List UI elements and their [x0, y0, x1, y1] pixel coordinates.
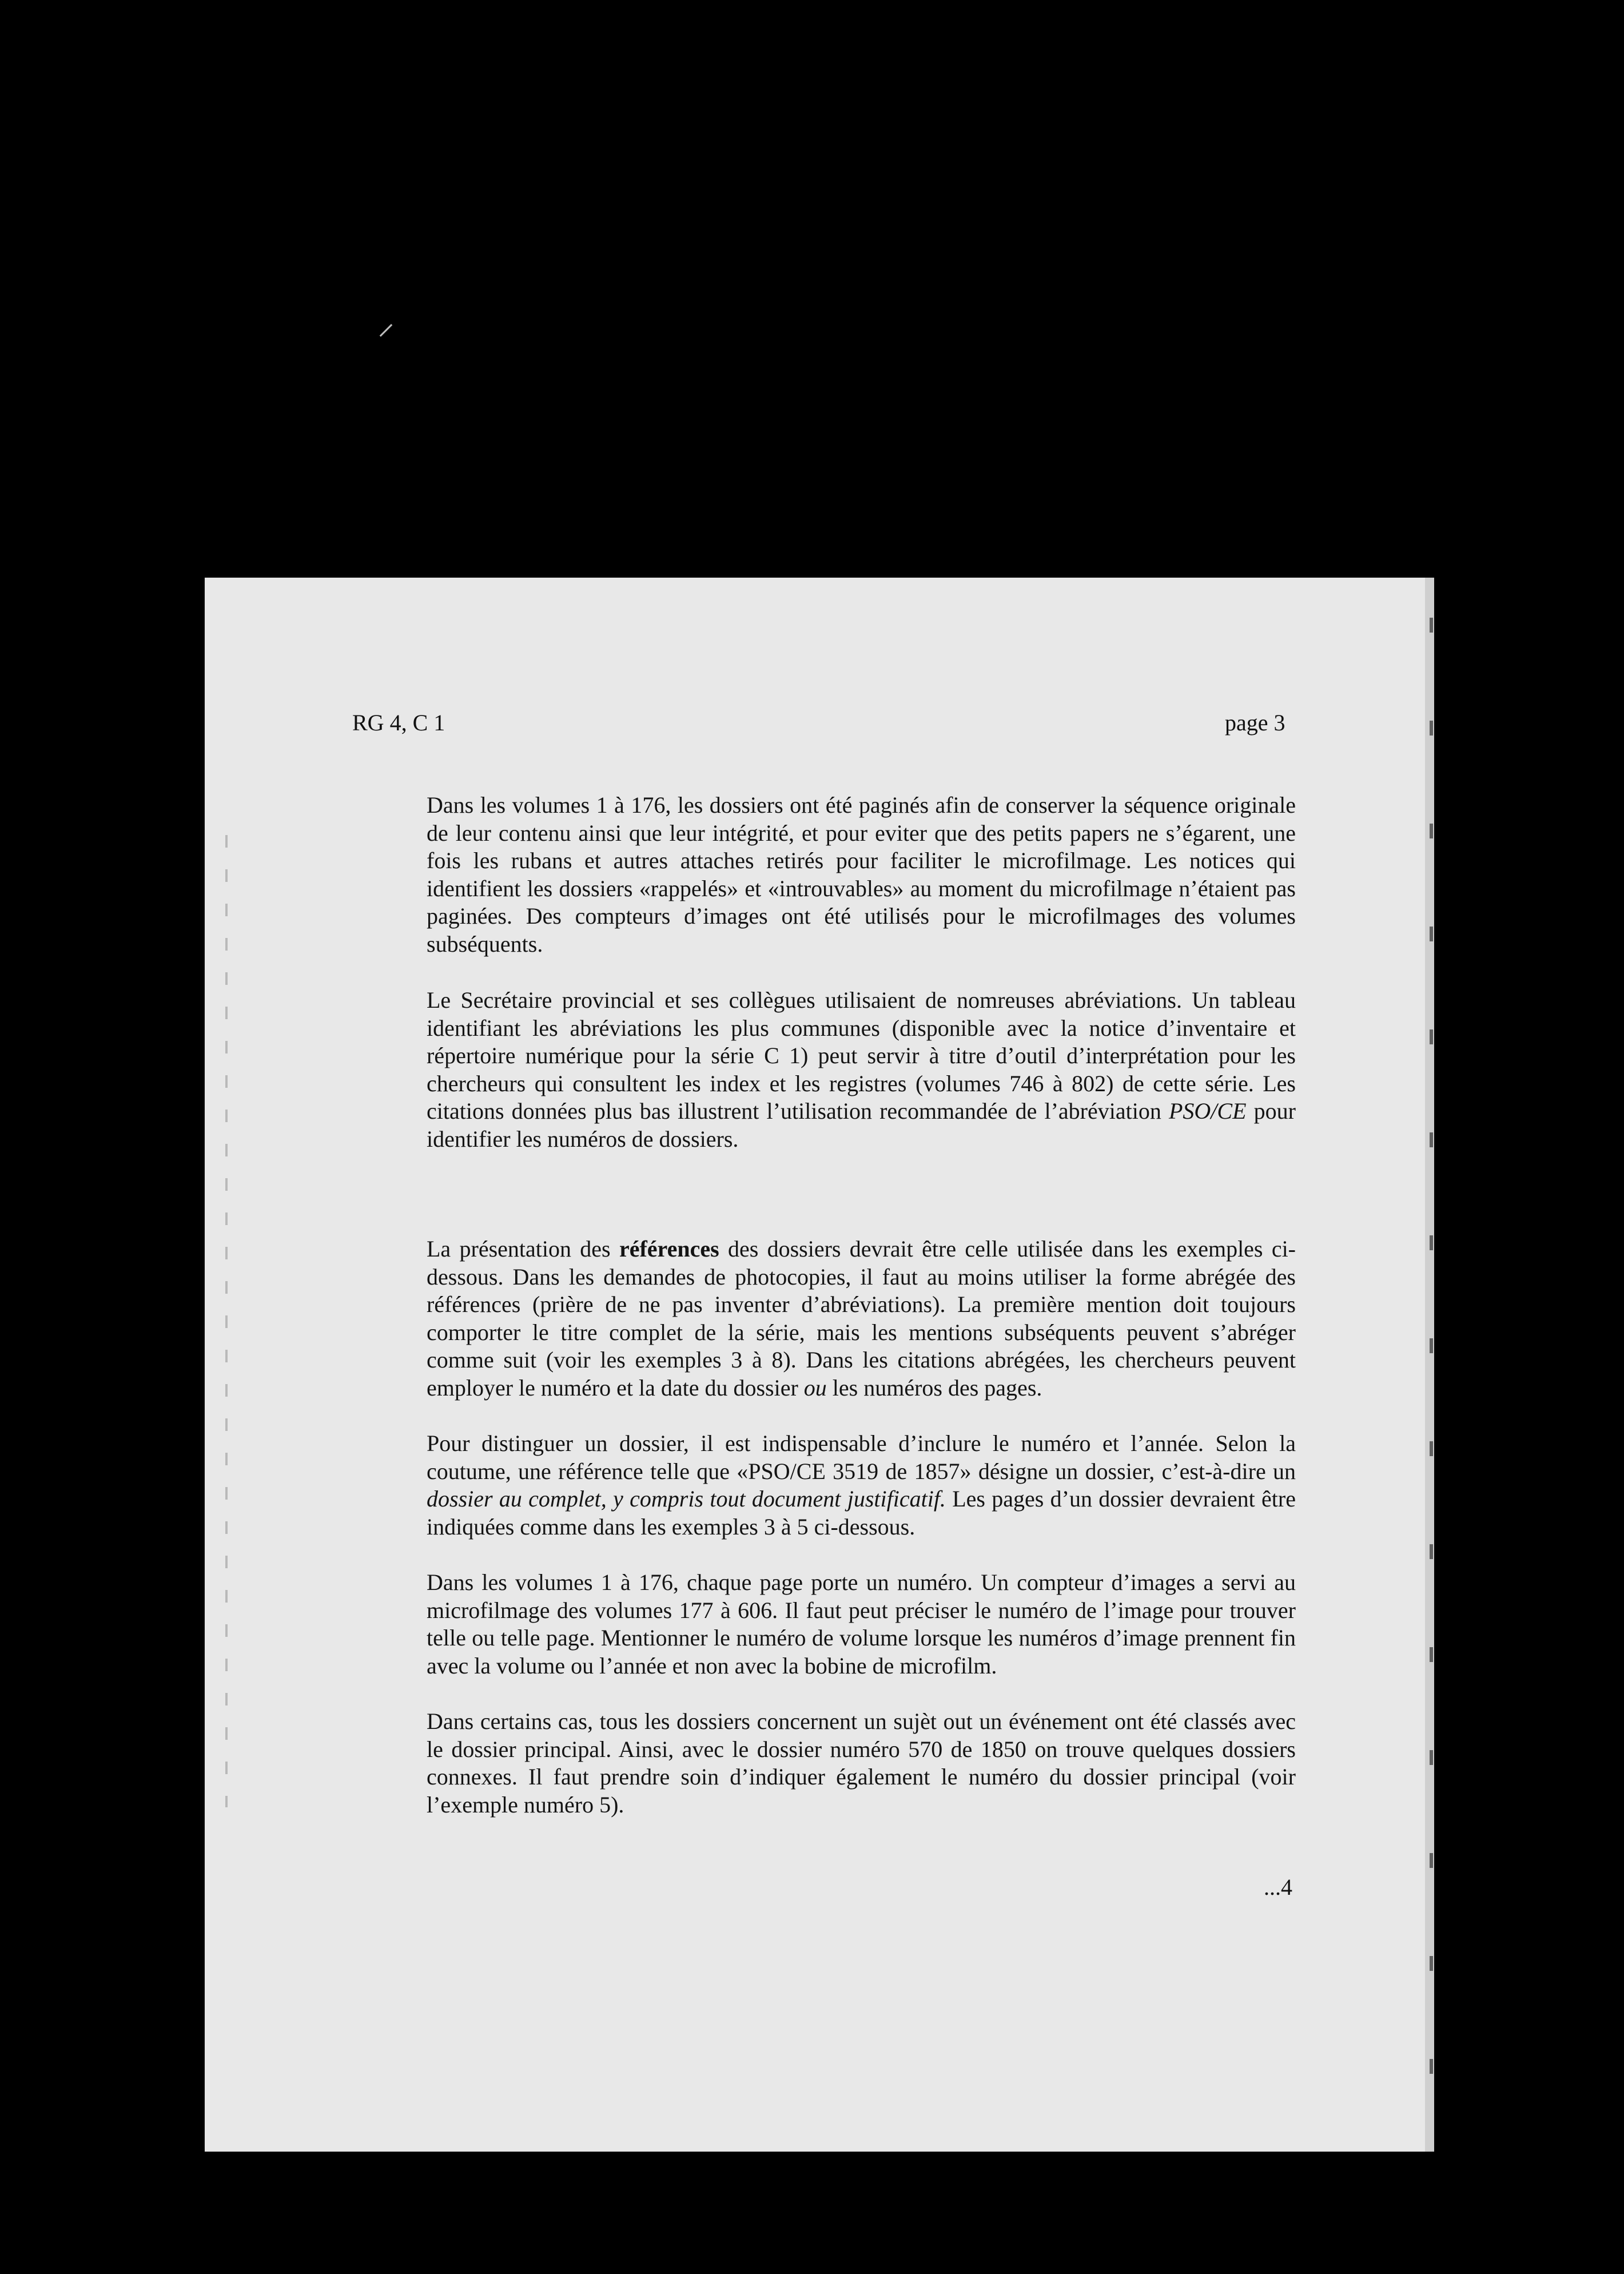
- italic-text: dossier au complet, y compris tout document justificatif.: [427, 1486, 946, 1512]
- paragraph-text: Les pages d’un dossier devraient être indiquées comme dans les exemples 3 à 5 ci-dessous.: [427, 1486, 1296, 1540]
- paragraph-text: pour identifier les numéros de dossiers.: [427, 1098, 1296, 1152]
- italic-text: PSO/CE: [1168, 1098, 1247, 1124]
- italic-text: ou: [803, 1374, 827, 1401]
- paragraph-text: les numéros des pages.: [826, 1374, 1042, 1401]
- scratch-mark: ⸝: [377, 303, 395, 343]
- paragraph-references: [427, 1235, 1296, 1402]
- bold-text: références: [619, 1236, 719, 1262]
- continuation-marker: ...4: [1264, 1874, 1292, 1900]
- page-number: page 3: [1225, 710, 1285, 736]
- paragraph-related-dossiers: Dans certains cas, tous les dossiers concernent un sujèt out un événement ont été classés avec le dossier principal. Ainsi, avec le dossier numéro 570 de 1850 on trouve quelques dossiers connexes. Il faut prendre soin d’indiquer également le numéro du dossier principal (voir l’exemple numéro 5).: [427, 1708, 1296, 1818]
- paragraph-pagination: Dans les volumes 1 à 176, les dossiers ont été paginés afin de conserver la séquence originale de leur contenu ainsi que leur intégrité, et pour eviter que des petits papers ne s’égarent, une fois les rubans et autres attaches retirés pour faciliter le microfilmage. Les notices qui identifient les dossiers «rappelés» et «introuvables» au moment du microfilmage n’étaient pas paginées. Des compteurs d’images ont été utilisés pour le microfilmages des volumes subséquents.: [427, 792, 1296, 957]
- paragraph-abbreviations: [427, 987, 1296, 1153]
- document-reference: RG 4, C 1: [352, 710, 445, 736]
- paragraph-distinguish-dossier: [427, 1430, 1296, 1541]
- paragraph-text: La présentation des: [427, 1236, 619, 1262]
- paragraph-text: des dossiers devrait être celle utilisée dans les exemples ci-dessous. Dans les demandes de photocopies, il faut au moins utiliser la forme abrégée des références (prière de ne pas inventer d’abréviations). La première mention doit toujours comporter le titre complet de la série, mais les mentions subséquents peuvent s’abréger comme suit (voir les exemples 3 à 8). Dans les citations abrégées, les chercheurs peuvent employer le numéro et la date du dossier: [427, 1236, 1296, 1401]
- paragraph-text: Le Secrétaire provincial et ses collègues utilisaient de nomreuses abréviations. Un tableau identifiant les abréviations les plus communes (disponible avec la notice d’inventaire et répertoire numérique pour la série C 1) peut servir à titre d’outil d’interprétation pour les chercheurs qui consultent les index et les registres (volumes 746 à 802) de cette série. Les citations données plus bas illustrent l’utilisation recommandée de l’abréviation: [427, 987, 1296, 1124]
- paragraph-page-numbers: Dans les volumes 1 à 176, chaque page porte un numéro. Un compteur d’images a servi au microfilmage des volumes 177 à 606. Il faut peut préciser le numéro de l’image pour trouver telle ou telle page. Mentionner le numéro de volume lorsque les numéros d’image prennent fin avec la volume ou l’année et non avec la bobine de microfilm.: [427, 1569, 1296, 1679]
- paragraph-text: Pour distinguer un dossier, il est indispensable d’inclure le numéro et l’année. Selon la coutume, une référence telle que «PSO/CE 3519 de 1857» désigne un dossier, c’est-à-dire un: [427, 1430, 1296, 1484]
- left-margin-marks: [225, 835, 228, 1807]
- right-margin-marks: [1430, 618, 1433, 2105]
